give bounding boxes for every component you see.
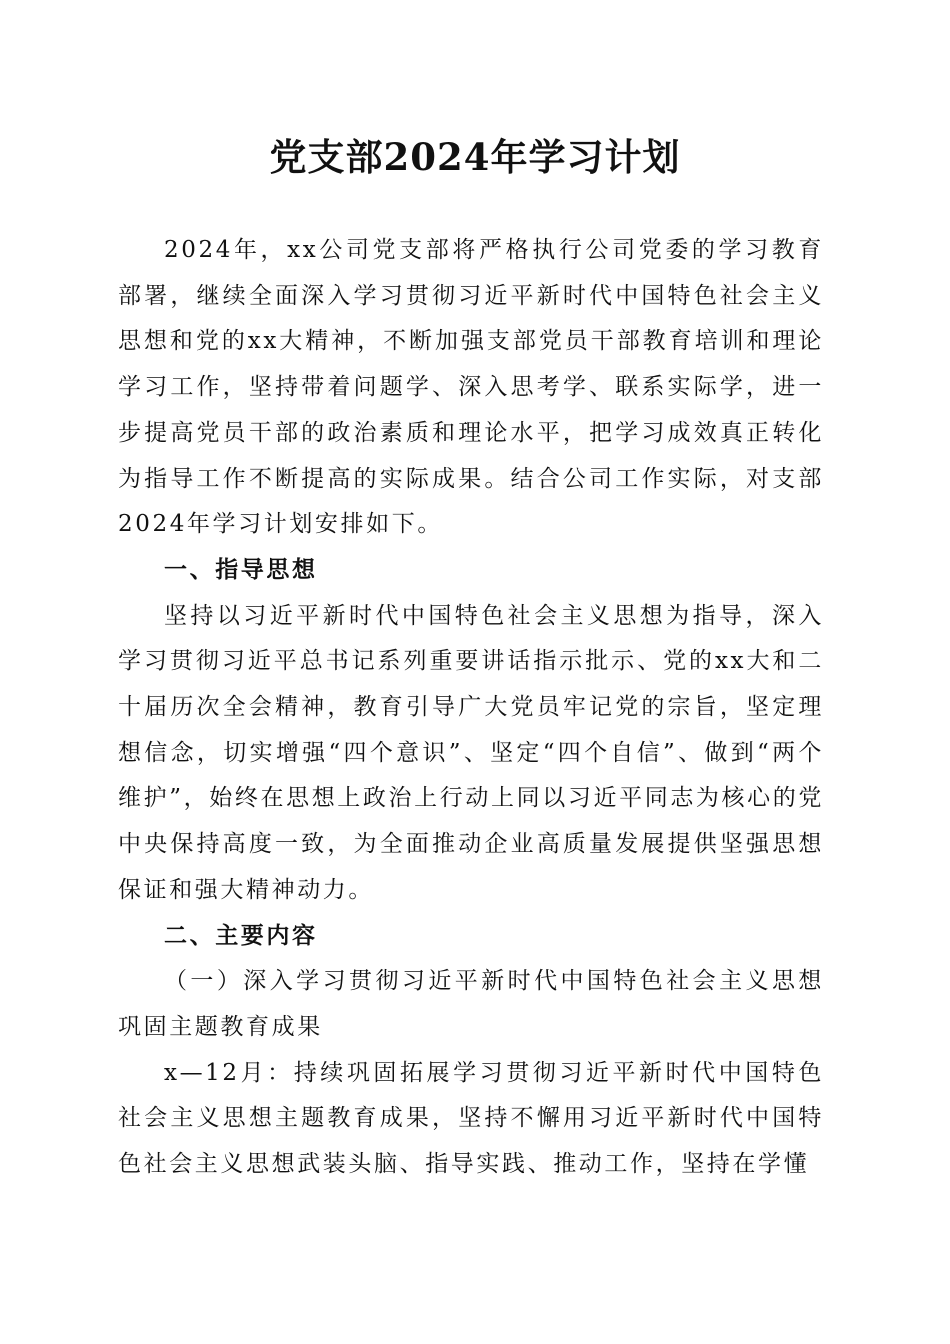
section-heading-main-content: 二、主要内容	[164, 922, 318, 949]
subsection-heading-1: （一）深入学习贯彻习近平新时代中国特色社会主义思想巩固主题教育成果	[118, 968, 824, 1040]
guiding-ideology-paragraph: 坚持以习近平新时代中国特色社会主义思想为指导，深入学习贯彻习近平总书记系列重要讲话指示批示、党的xx大和二十届历次全会精神，教育引导广大党员牢记党的宗旨，坚定理想信念，切实增强“四个意识”、坚定“四个自信”、做到“两个维护”，始终在思想上政治上行动上同以习近平同志为核心的党中央保持高度一致，为全面推动企业高质量发展提供坚强思想保证和强大精神动力。	[118, 602, 824, 903]
intro-paragraph: 2024年，xx公司党支部将严格执行公司党委的学习教育部署，继续全面深入学习贯彻习近平新时代中国特色社会主义思想和党的xx大精神，不断加强支部党员干部教育培训和理论学习工作，坚持带着问题学、深入思考学、联系实际学，进一步提高党员干部的政治素质和理论水平，把学习成效真正转化为指导工作不断提高的实际成果。结合公司工作实际，对支部2024年学习计划安排如下。	[118, 237, 824, 538]
document-title: 党支部2024年学习计划	[269, 135, 681, 179]
document-body	[118, 228, 824, 1188]
subsection-1-paragraph: x—12月：持续巩固拓展学习贯彻习近平新时代中国特色社会主义思想主题教育成果，坚持不懈用习近平新时代中国特色社会主义思想武装头脑、指导实践、推动工作，坚持在学懂	[118, 1059, 824, 1178]
section-heading-guiding-ideology: 一、指导思想	[164, 556, 318, 583]
